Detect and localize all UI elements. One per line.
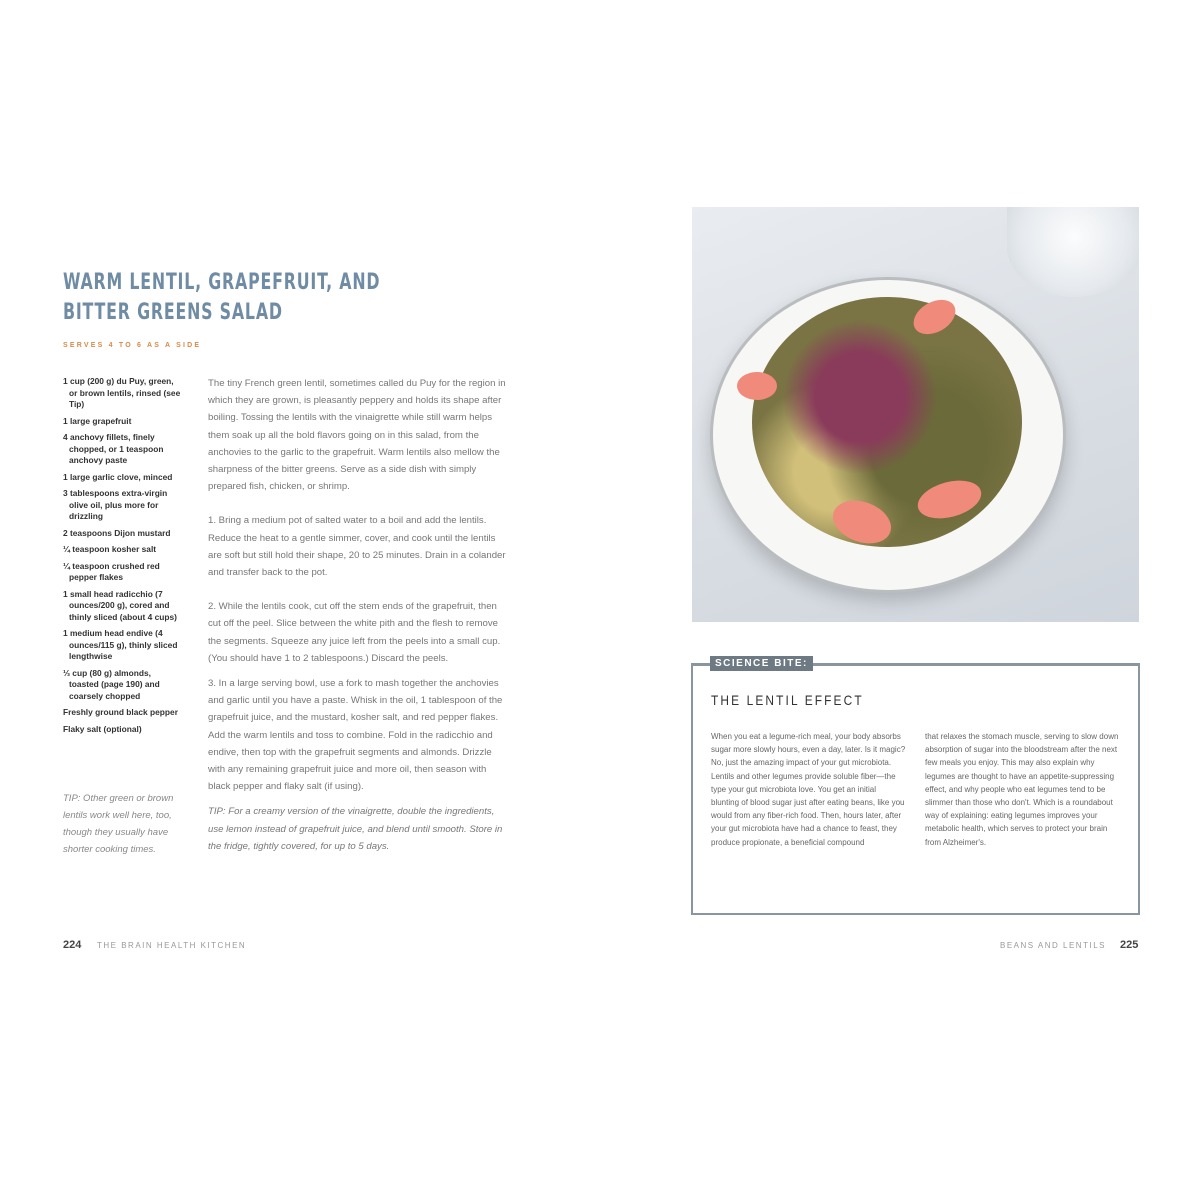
step: 3. In a large serving bowl, use a fork to mash together the anchovies and garlic until you have a paste. Whisk in the oil, 1 tablespoon of the grapefruit juice, and the mustard, kosher salt, and red pepper flakes. Add the warm lentils and toss to combine. Fold in the radicchio and endive, then top with the grapefruit segments and almonds. Drizzle with any remaining grapefruit juice and more oil, then season with black pepper and flaky salt (if using). (208, 678, 503, 793)
salad (752, 297, 1022, 547)
grapefruit-segment (737, 372, 777, 400)
ingredient: 1 cup (200 g) du Puy, green, or brown lentils, rinsed (see Tip) (63, 376, 181, 409)
ingredient: 1 small head radicchio (7 ounces/200 g), cored and thinly sliced (about 4 cups) (63, 588, 177, 622)
page-number-left: 224 (63, 939, 82, 951)
science-title: THE LENTIL EFFECT (711, 692, 864, 708)
recipe-title: WARM LENTIL, GRAPEFRUIT, AND BITTER GREENS SALAD (63, 270, 381, 325)
science-col-2: that relaxes the stomach muscle, serving to slow down absorption of sugar into the bloodstream after the next few meals you enjoy. This may also explain why legumes are thought to have an appetite-suppressing effect, and why people who eat legumes tend to be slimmer than those who don't. Which is a roundabout way of explaining: eating legumes improves your metabolic health, which serves to protect your brain from Alzheimer's. (925, 732, 1119, 847)
recipe-body (208, 375, 508, 872)
ingredient: Freshly ground black pepper (63, 707, 178, 717)
science-badge: SCIENCE BITE: (710, 656, 813, 671)
ingredient: 1 medium head endive (4 ounces/115 g), thinly sliced lengthwise (63, 628, 178, 661)
ingredient: 4 anchovy fillets, finely chopped, or 1 teaspoon anchovy paste (63, 432, 164, 465)
ingredient: ¼ teaspoon kosher salt (63, 544, 157, 554)
ingredient: 1 large grapefruit (63, 415, 132, 426)
ingredient: 2 teaspoons Dijon mustard (63, 527, 171, 538)
intro-paragraph: The tiny French green lentil, sometimes called du Puy for the region in which they are grown, is pleasantly peppery and holds its shape after boiling. Tossing the lentils with the vinaigrette while still warm helps them soak up all the bold flavors going on in this salad, from the anchovies to the garlic to the grapefruit. Warm lentils also mellow the sharpness of the bitter greens. Serve as a side dish with simply prepared fish, chicken, or shrimp. (208, 378, 506, 493)
water-glass (1007, 207, 1139, 297)
page-number-right: 225 (1120, 939, 1139, 951)
lentil-tip: TIP: Other green or brown lentils work well here, too, though they usually have shorter cooking times. (63, 793, 174, 855)
step: 1. Bring a medium pot of salted water to a boil and add the lentils. Reduce the heat to a gentle simmer, cover, and cook until the lentils are soft but still hold their shape, 20 to 25 minutes. Drain in a colander and transfer back to the pot. (208, 515, 506, 579)
ingredient-list (63, 376, 181, 740)
serves-line: SERVES 4 TO 6 AS A SIDE (63, 342, 202, 349)
science-col-1: When you eat a legume-rich meal, your body absorbs sugar more slowly hours, even a day, later. Is it magic? No, just the amazing impact of your gut microbiota. Lentils and other legumes provide soluble fiber—the type your gut microbiota love. You get an initial blunting of blood sugar just after eating beans, like you would from any fiber-rich food. Then, hours later, after your gut microbiota have had a chance to feast, they produce propionate, a beneficial compound (711, 732, 906, 847)
step: 2. While the lentils cook, cut off the stem ends of the grapefruit, then cut off the peel. Slice between the white pith and the flesh to remove the segments. Squeeze any juice left from the peels into a small cup. (You should have 1 to 2 tablespoons.) Discard the peels. (208, 601, 501, 664)
salad-photo (692, 207, 1139, 622)
ingredient: Flaky salt (optional) (63, 723, 142, 734)
vinaigrette-tip: TIP: For a creamy version of the vinaigrette, double the ingredients, use lemon instead of grapefruit juice, and blend until smooth. Store in the fridge, tightly covered, for up to 5 days. (208, 806, 503, 852)
ingredient: ¼ teaspoon crushed red pepper flakes (63, 560, 160, 582)
ingredient: ⅓ cup (80 g) almonds, toasted (page 190) and coarsely chopped (63, 667, 160, 701)
ingredient: 1 large garlic clove, minced (63, 471, 173, 482)
running-title-right: BEANS AND LENTILS (1000, 941, 1106, 950)
running-title-left: THE BRAIN HEALTH KITCHEN (97, 941, 247, 950)
ingredient: 3 tablespoons extra-virgin olive oil, plus more for drizzling (63, 488, 168, 521)
